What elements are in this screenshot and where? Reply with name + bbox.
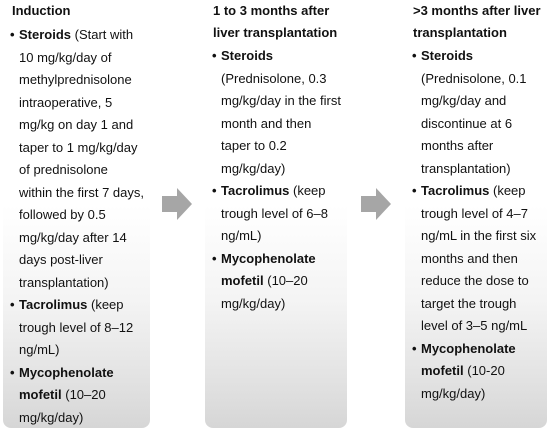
bullet-icon: • [10, 27, 15, 42]
stage-title [213, 0, 341, 44]
drug-list [11, 24, 144, 429]
bullet-icon: • [10, 364, 15, 380]
drug-item-mycophenolate [11, 362, 144, 430]
drug-detail: (keep trough level of 6–8 ng/mL) [221, 183, 328, 243]
drug-item-tacrolimus [11, 294, 144, 362]
drug-detail: (keep trough level of 8–12 ng/mL) [19, 297, 134, 357]
drug-item-steroids [11, 24, 144, 294]
stage-box-over-3-months [405, 0, 547, 428]
bullet-icon: • [412, 183, 417, 198]
bullet-icon: • [212, 183, 217, 198]
stage-title-line: Induction [12, 3, 71, 18]
drug-name: Steroids [221, 48, 274, 63]
drug-name: Tacrolimus [19, 297, 88, 312]
bullet-icon: • [212, 48, 217, 63]
drug-name: Tacrolimus [421, 183, 490, 198]
bullet-icon: • [10, 297, 15, 312]
drug-detail: (10–20 mg/kg/day) [221, 273, 308, 311]
drug-item-mycophenolate [213, 248, 341, 316]
stage-title-line: >3 months after liver [413, 3, 541, 18]
stage-box-1-to-3-months [205, 0, 347, 428]
stage-title-line: liver transplantation [213, 25, 338, 40]
stage-title [11, 0, 144, 22]
bullet-icon: • [412, 48, 417, 63]
stage-box-induction [3, 0, 150, 428]
drug-name: Tacrolimus [221, 183, 290, 198]
drug-item-mycophenolate [413, 338, 541, 406]
stage-title-line: 1 to 3 months after [213, 3, 330, 18]
drug-name: Mycophenolate mofetil [221, 250, 316, 288]
right-arrow-icon [361, 188, 391, 220]
bullet-icon: • [412, 340, 417, 356]
drug-item-steroids [413, 45, 541, 180]
bullet-icon: • [212, 250, 217, 266]
drug-item-tacrolimus [413, 180, 541, 338]
drug-detail: (keep trough level of 4–7 ng/mL in the first six months and then reduce the dose to target the trough level of 3–5 ng/mL [421, 183, 537, 333]
stage-title [413, 0, 541, 44]
drug-list [413, 45, 541, 405]
right-arrow-icon [162, 188, 192, 220]
drug-detail: (Prednisolone, 0.3 mg/kg/day in the first month and then taper to 0.2 mg/kg/day) [221, 70, 341, 176]
stage-title-line: transplantation [413, 25, 507, 40]
drug-item-tacrolimus [213, 180, 341, 248]
drug-detail: (10-20 mg/kg/day) [421, 363, 505, 401]
drug-list [213, 45, 341, 315]
drug-item-steroids [213, 45, 341, 180]
drug-detail: (Start with 10 mg/kg/day of methylprednisolone intraoperative, 5 mg/kg on day 1 and taper to 1 mg/kg/day of prednisolone within the first 7 days, followed by 0.5 mg/kg/day after 14 days post-liver transplantation) [19, 27, 144, 290]
drug-name: Mycophenolate mofetil [19, 364, 114, 402]
drug-name: Steroids [19, 27, 72, 42]
drug-name: Mycophenolate mofetil [421, 340, 516, 378]
drug-name: Steroids [421, 48, 474, 63]
drug-detail: (Prednisolone, 0.1 mg/kg/day and discontinue at 6 months after transplantation) [421, 70, 527, 176]
drug-detail: (10–20 mg/kg/day) [19, 387, 106, 425]
